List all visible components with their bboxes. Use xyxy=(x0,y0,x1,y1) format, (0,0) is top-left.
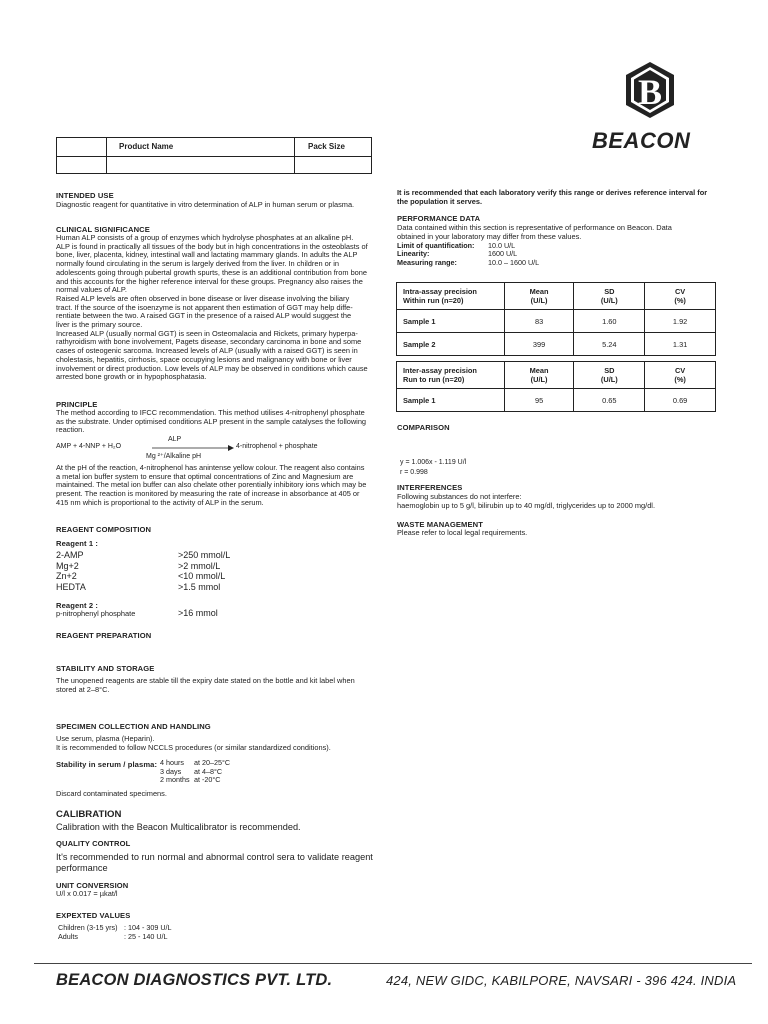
text-line: Following substances do not interfere: xyxy=(397,492,522,501)
expected-values-heading: EXPEXTED VALUES xyxy=(56,911,131,920)
reagent-item-value: >250 mmol/L xyxy=(178,550,231,560)
table-row: Sample 1 95 0.65 0.69 xyxy=(397,389,716,412)
text-line: Data contained within this section is representative of performance on Beacon. Data xyxy=(397,223,672,232)
text-line: At the pH of the reaction, 4-nitrophenol has anintense yellow colour. The reagent also contains xyxy=(56,463,365,472)
serum-stability-label: Stability in serum / plasma: xyxy=(56,760,158,769)
text-line: The method according to IFCC recommendation. This method utilises 4-nitrophenyl phosphate xyxy=(56,408,365,417)
text-line: The unopened reagents are stable till the expiry date stated on the bottle and kit label when xyxy=(56,676,355,685)
specimen-heading: SPECIMEN COLLECTION AND HANDLING xyxy=(56,722,211,731)
reagent-item-value: >16 mmol xyxy=(178,608,218,618)
text-line: cases of osteogenic sarcoma. Increased levels of ALP (usually with a raised GGT) is seen in xyxy=(56,346,358,356)
comparison-r: r = 0.998 xyxy=(400,469,428,476)
text-line: performance xyxy=(56,862,108,873)
svg-text:B: B xyxy=(637,72,663,112)
stability-row-label: 2 months xyxy=(160,775,190,785)
footer-company: BEACON DIAGNOSTICS PVT. LTD. xyxy=(56,971,333,989)
principle-heading: PRINCIPLE xyxy=(56,400,98,409)
limits-table xyxy=(397,242,539,267)
waste-heading: WASTE MANAGEMENT xyxy=(397,520,483,529)
reagent-item-label: HEDTA xyxy=(56,581,86,592)
text-line: stored at 2–8°C. xyxy=(56,684,110,694)
product-table xyxy=(56,137,372,174)
performance-text xyxy=(397,224,727,241)
text-line: Human ALP consists of a group of enzymes which hydrolyse phosphates at an alkaline pH. xyxy=(56,233,354,242)
stability-row-value: at 4–8°C xyxy=(194,766,223,776)
limit-row xyxy=(397,259,539,267)
text-line: bone, liver, placenta, kidney, intestinal wall and lactating mammary glands. In adults the ALP xyxy=(56,250,358,260)
limit-row-label: Linearity: xyxy=(397,249,430,259)
reaction-right: 4-nitrophenol + phosphate xyxy=(236,443,318,450)
reagent-item xyxy=(56,609,218,618)
interferences-text xyxy=(397,493,727,510)
reagent1-list xyxy=(56,550,230,592)
comparison-equation: y = 1.006x - 1.119 U/l xyxy=(400,459,467,466)
footer-divider xyxy=(34,963,752,964)
text-line: the population it serves. xyxy=(397,196,483,206)
inter-assay-table xyxy=(396,361,716,412)
stability-row-value: at 20–25°C xyxy=(194,758,231,767)
limit-row-label: Measuring range: xyxy=(397,257,457,267)
quality-text xyxy=(56,852,386,873)
intra-assay-table xyxy=(396,282,716,356)
intended-use-heading: INTENDED USE xyxy=(56,191,114,200)
performance-heading: PERFORMANCE DATA xyxy=(397,214,481,223)
quality-heading: QUALITY CONTROL xyxy=(56,839,131,848)
principle-text-2 xyxy=(56,464,378,508)
reagent-item-value: >1.5 mmol xyxy=(178,581,221,592)
expected-row-value: : 104 - 309 U/L xyxy=(124,923,172,932)
intended-use-text: Diagnostic reagent for quantitative in vitro determination of ALP in human serum or plasma. xyxy=(56,200,355,209)
text-line: Use serum, plasma (Heparin). xyxy=(56,734,155,743)
text-line: It is recommended to follow NCCLS procedures (or similar standardized conditions). xyxy=(56,742,331,752)
text-line: rentiate between the two. A raised GGT in the presence of a raised ALP would suggest the xyxy=(56,311,352,321)
reagent-item xyxy=(56,582,230,593)
reagent-item-label: Zn+2 xyxy=(56,571,77,581)
product-name-header: Product Name xyxy=(119,142,174,151)
text-line: as the substrate. Under optimised conditions ALP present in the sample catalyses the following xyxy=(56,416,367,426)
table-row: Sample 2 399 5.24 1.31 xyxy=(397,333,716,356)
text-line: reaction. xyxy=(56,425,85,435)
comparison-heading: COMPARISON xyxy=(397,423,450,432)
calibration-heading: CALIBRATION xyxy=(56,809,122,820)
limit-row-value: 1600 U/L xyxy=(488,249,518,259)
pack-size-header: Pack Size xyxy=(308,142,345,151)
specimen-text xyxy=(56,735,378,752)
footer-address: 424, NEW GIDC, KABILPORE, NAVSARI - 396 424. INDIA xyxy=(386,973,737,988)
table-header-row xyxy=(397,283,716,310)
reagent-item-value: >2 mmol/L xyxy=(178,560,221,571)
recommend-text xyxy=(397,189,727,206)
reagent-item-label: 2-AMP xyxy=(56,550,84,560)
expected-row-label: Adults xyxy=(58,931,78,941)
limit-row-value: 10.0 – 1600 U/L xyxy=(488,257,540,267)
text-line: liver is the primary source. xyxy=(56,320,143,330)
text-line: It's recommended to run normal and abnormal control sera to validate reagent xyxy=(56,852,373,862)
text-line: Increased ALP (usually normal GGT) is seen in Osteomalacia and Rickets, primary hyperpa- xyxy=(56,328,358,338)
stability-text xyxy=(56,677,378,694)
text-line: 415 nm which is proportional to the activity of ALP in the serum. xyxy=(56,497,264,507)
text-line: Raised ALP levels are often observed in bone disease or liver disease involving the biliary xyxy=(56,293,350,303)
reaction-arrow-icon xyxy=(152,444,234,452)
expected-row-value: : 25 - 140 U/L xyxy=(124,931,168,941)
expected-row xyxy=(58,933,172,942)
text-line: present. The reaction is monitored by measuring the rate of increase in absorbance at 405 or xyxy=(56,489,360,499)
text-line: normally found circulating in the serum is largely derived from the liver. In children or in xyxy=(56,259,340,269)
discard-text: Discard contaminated specimens. xyxy=(56,789,167,798)
calibration-text: Calibration with the Beacon Multicalibrator is recommended. xyxy=(56,822,301,832)
reagent1-label: Reagent 1 : xyxy=(56,539,99,548)
intra-title: Intra-assay precision Within run (n=20) xyxy=(397,283,505,310)
beacon-logo-icon xyxy=(624,60,676,120)
stability-row-label: 3 days xyxy=(160,766,182,776)
limit-row-label: Limit of quantification: xyxy=(397,241,475,250)
stability-row xyxy=(160,776,230,785)
reagent2-list xyxy=(56,609,218,618)
cv-header: CV (%) xyxy=(645,283,716,310)
text-line: rathyroidism with bone involvement, Pagets disease, secondary carcinoma in bone and some xyxy=(56,337,362,347)
text-line: adolescents going through pubertal growth spurts, these is an additional contribution from bone xyxy=(56,267,368,277)
text-line: obtained in your laboratory may differ from these values. xyxy=(397,231,582,241)
reagent-item-label: p-nitrophenyl phosphate xyxy=(56,609,136,618)
text-line: arrested bone growth or in hypophosphatasia. xyxy=(56,372,207,382)
text-line: maintained. The metal ion buffer can also chelate other porentially inhibitory ions which may be xyxy=(56,480,367,490)
brand-name: BEACON xyxy=(592,128,691,153)
table-row: Sample 1 83 1.60 1.92 xyxy=(397,310,716,333)
mean-header: Mean (U/L) xyxy=(504,283,574,310)
text-line: involvement or direct production. Low levels of ALP may be observed in conditions which cause xyxy=(56,363,368,373)
reagent-item xyxy=(56,571,230,582)
text-line: haemoglobin up to 5 g/l, bilirubin up to 40 mg/dl, triglycerides up to 2000 mg/dl. xyxy=(397,500,656,510)
unit-conversion-text: U/l x 0.017 = µkat/l xyxy=(56,889,118,898)
text-line: a metal ion buffer system to ensure that optimal concentrations of Zinc and Magnesium are xyxy=(56,471,354,481)
stability-row-label: 4 hours xyxy=(160,758,184,767)
table-header-row: Inter-assay precision Run to run (n=20) Mean (U/L) SD (U/L) CV (%) xyxy=(397,362,716,389)
text-line: cholestasis, hepatitis, cirrhosis, space occupying lesions and malignancy with bone or liver xyxy=(56,354,352,364)
clinical-text xyxy=(56,234,378,382)
text-line: ALP is found in practically all tissues of the body but in high concentrations in the osteoblasts of xyxy=(56,241,368,251)
text-line: tract. If the source of the isoenzyme is not apparent then estimation of GGT may help diffe- xyxy=(56,302,353,312)
stability-heading: STABILITY AND STORAGE xyxy=(56,664,155,673)
reagent-item-value: <10 mmol/L xyxy=(178,571,226,581)
text-line: It is recommended that each laboratory verify this range or derives reference interval for xyxy=(397,188,708,197)
reagent2-label: Reagent 2 : xyxy=(56,601,99,610)
clinical-heading: CLINICAL SIGNIFICANCE xyxy=(56,225,150,234)
reagent-item xyxy=(56,561,230,572)
reagent-item-label: Mg+2 xyxy=(56,560,79,571)
serum-stability-table xyxy=(160,759,230,785)
expected-row-label: Children (3-15 yrs) xyxy=(58,923,118,932)
unit-conversion-heading: UNIT CONVERSION xyxy=(56,881,129,890)
waste-text: Please refer to local legal requirements. xyxy=(397,528,528,537)
reagent-item xyxy=(56,550,230,561)
limit-row-value: 10.0 U/L xyxy=(488,241,516,250)
text-line: normal values of ALP. xyxy=(56,285,127,295)
interferences-heading: INTERFERENCES xyxy=(397,483,463,492)
reagent-preparation-heading: REAGENT PREPARATION xyxy=(56,631,152,640)
inter-title: Inter-assay precision Run to run (n=20) xyxy=(397,362,505,389)
text-line: and this accounts for the higher reference interval for these groups. Pregnancy also raises the xyxy=(56,276,363,286)
reaction-left: AMP + 4-NNP + H₂O xyxy=(56,443,122,450)
expected-values-table xyxy=(58,924,172,941)
sd-header: SD (U/L) xyxy=(574,283,645,310)
principle-text xyxy=(56,409,378,435)
reaction-enzyme: ALP xyxy=(168,436,182,443)
reaction-condition: Mg ²⁺/Alkaline pH xyxy=(146,453,202,460)
reagent-composition-heading: REAGENT COMPOSITION xyxy=(56,525,152,534)
stability-row-value: at -20°C xyxy=(194,775,221,785)
